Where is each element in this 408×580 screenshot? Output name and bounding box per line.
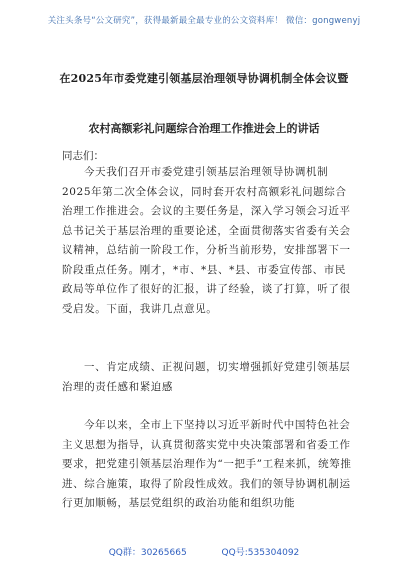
watermark-footer: [0, 545, 408, 558]
watermark-header: 关注头条号“公文研究”，获得最新最全最专业的公文资料库！ 微信：gongwenyj: [47, 16, 361, 26]
qq-number-text: QQ号:535304092: [221, 548, 300, 558]
qq-group-text: QQ群：30265665: [108, 548, 187, 558]
document-title-line-2: 农村高额彩礼问题综合治理工作推进会上的讲话: [88, 122, 320, 135]
salutation: 同志们：: [62, 150, 104, 162]
body-paragraph-2: 今年以来，全市上下坚持以习近平新时代中国特色社会主义思想为指导，认真贯彻落实党中央决策部署和省委工作要求，把党建引领基层治理作为“一把手”工程来抓，统筹推进、综合施策，取得了阶段性成效。我们的领导协调机制运行更加顺畅，基层党组织的政治功能和组织功能: [62, 419, 352, 509]
document-title-line-1: 在2025年市委党建引领基层治理领导协调机制全体会议暨: [59, 72, 349, 85]
section-heading-1: 一、肯定成绩、正视问题，切实增强抓好党建引领基层治理的责任感和紧迫感: [62, 361, 351, 393]
body-paragraph-1: 今天我们召开市委党建引领基层治理领导协调机制2025年第二次全体会议，同时套开农村高额彩礼问题综合治理工作推进会。会议的主要任务是，深入学习领会习近平总书记关于基层治理的重要论述，全面贯彻落实省委有关会议精神，总结前一阶段工作，分析当前形势，安排部署下一阶段重点任务。刚才，*市、*县、*县、市委宣传部、市民政局等单位作了很好的汇报，讲了经验，谈了打算，听了很受启发。下面，我讲几点意见。: [62, 166, 351, 315]
